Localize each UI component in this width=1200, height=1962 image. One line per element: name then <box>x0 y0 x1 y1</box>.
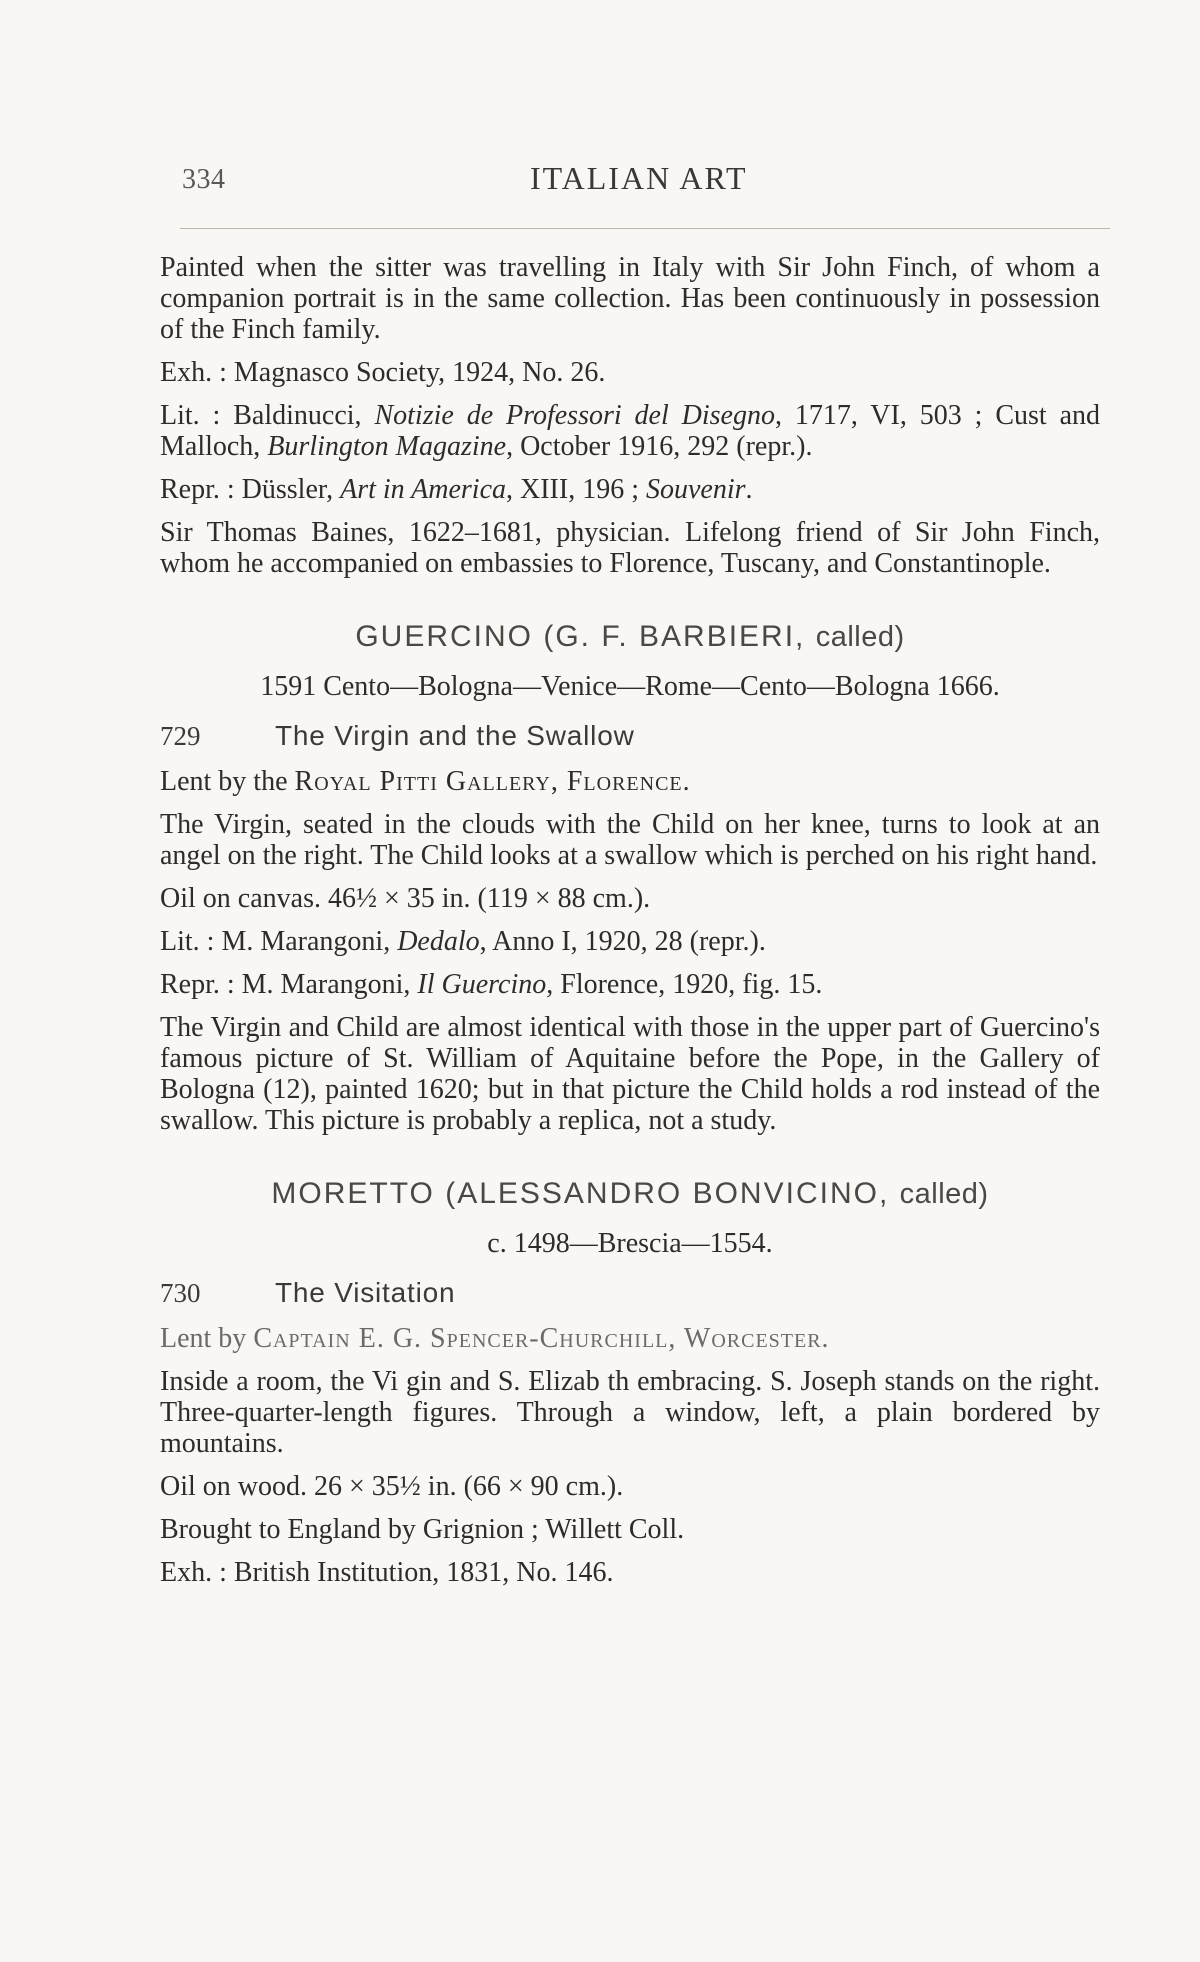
note-729: The Virgin and Child are almost identical with those in the upper part of Guercino's famous picture of St. William of Aquitaine before the Pope, in the Gallery of Bologna (12), painted 1620; but in that picture the Child holds a rod instead of the swallow. This picture is probably a replica, not a study. <box>160 1012 1100 1136</box>
baines-reproductions: Repr. : Düssler, Art in America, XIII, 196 ; Souvenir. <box>160 474 753 505</box>
literature-729: Lit. : M. Marangoni, Dedalo, Anno I, 1920, 28 (repr.). <box>160 926 766 957</box>
entry-number: 729 <box>160 721 201 751</box>
baines-biography: Sir Thomas Baines, 1622–1681, physician. Lifelong friend of Sir John Finch, whom he accompanied on embassies to Florence, Tuscany, and Constantinople. <box>160 517 1100 579</box>
artist-heading-moretto: MORETTO (ALESSANDRO BONVICINO, called) <box>271 1177 989 1210</box>
entry-title-729: 729 The Virgin and the Swallow <box>160 720 635 751</box>
description-730: Inside a room, the Vi gin and S. Elizab th embracing. S. Joseph stands on the right. Three-quarter-length figures. Through a window, left, a plain bordered by mountains. <box>160 1366 1100 1459</box>
page-number: 334 <box>182 164 226 195</box>
running-title: ITALIAN ART <box>530 160 748 196</box>
artist-heading-guercino: GUERCINO (G. F. BARBIERI, called) <box>355 620 905 653</box>
baines-description: Painted when the sitter was travelling in Italy with Sir John Finch, of whom a companion portrait is in the same collection. Has been continuously in possession of the Finch family. <box>160 252 1100 345</box>
lender-730: Lent by Captain E. G. Spencer-Churchill, Worcester. <box>160 1323 830 1354</box>
artist-dates-guercino: 1591 Cento—Bologna—Venice—Rome—Cento—Bologna 1666. <box>260 671 1000 702</box>
running-head <box>180 160 1110 204</box>
provenance-730: Brought to England by Grignion ; Willett Coll. <box>160 1514 685 1545</box>
entry-number: 730 <box>160 1278 201 1308</box>
medium-729: Oil on canvas. 46½ × 35 in. (119 × 88 cm.). <box>160 883 651 914</box>
lender-729: Lent by the Royal Pitti Gallery, Florence. <box>160 766 691 797</box>
header-rule <box>180 228 1110 229</box>
medium-730: Oil on wood. 26 × 35½ in. (66 × 90 cm.). <box>160 1471 624 1502</box>
baines-exhibition: Exh. : Magnasco Society, 1924, No. 26. <box>160 357 606 388</box>
page-body <box>160 252 1100 1600</box>
artist-dates-moretto: c. 1498—Brescia—1554. <box>487 1228 773 1259</box>
exhibition-730: Exh. : British Institution, 1831, No. 146. <box>160 1557 614 1588</box>
entry-title-730: 730 The Visitation <box>160 1277 456 1308</box>
baines-literature: Lit. : Baldinucci, Notizie de Professori del Disegno, 1717, VI, 503 ; Cust and Malloch, Burlington Magazine, October 1916, 292 (repr.). <box>160 400 1100 462</box>
reproductions-729: Repr. : M. Marangoni, Il Guercino, Florence, 1920, fig. 15. <box>160 969 823 1000</box>
description-729: The Virgin, seated in the clouds with the Child on her knee, turns to look at an angel on the right. The Child looks at a swallow which is perched on his right hand. <box>160 809 1100 871</box>
